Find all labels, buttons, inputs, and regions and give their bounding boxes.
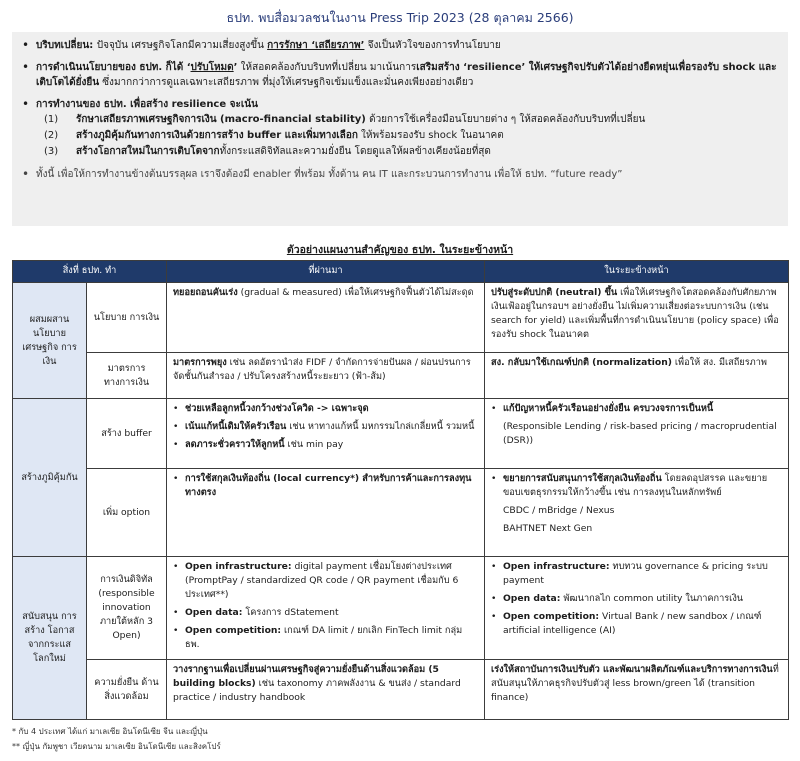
bullet-icon: • [22,38,30,52]
subcategory-cell: เพิ่ม option [87,469,167,557]
cell-text: (Responsible Lending / risk-based pricing / macroprudential (DSR)) [503,421,777,446]
column-header: สิ่งที่ ธปท. ทำ [13,261,167,283]
list-item [173,606,478,620]
cell-bold: Open competition: [503,611,600,622]
cell-text: digital payment เชื่อมโยงต่างประเทศ (PromptPay / standardized QR code / QR payment เชื่อมกับ 6 ประเทศ**) [185,561,459,600]
subitem-bold: สร้างภูมิคุ้มกันทางการเงินด้วยการสร้าง buffer และเพิ่มทางเลือก [76,130,358,141]
future-cell [485,399,789,469]
list-item [173,402,478,416]
subitem-number: (2) [44,130,59,141]
list-item [173,420,478,434]
summary-item-bold: การดำเนินนโยบายของ ธปท. ก็ได้ ‘ [36,62,191,73]
list-item [491,560,782,588]
table-row [13,283,789,353]
summary-item [22,167,778,182]
subitem-number: (1) [44,114,59,125]
table-row [13,469,789,557]
summary-item-bold: บริบทเปลี่ยน: [36,40,97,51]
summary-item [22,97,778,160]
roadmap-table [12,260,789,720]
cell-bold: เน้นแก้หนี้เดิมให้ครัวเรือน [185,421,287,432]
summary-subitem [36,128,778,144]
future-cell [485,660,789,720]
past-cell [167,399,485,469]
category-cell: สนับสนุน การสร้าง โอกาส จากกระแส โลกใหม่ [13,557,87,720]
column-header: ที่ผ่านมา [167,261,485,283]
cell-bold: ช่วยเหลือลูกหนี้วงกว้างช่วงโควิด -> เฉพาะจุด [185,403,369,414]
table-row [13,660,789,720]
subcategory-cell: นโยบาย การเงิน [87,283,167,353]
summary-subitem [36,144,778,160]
cell-bold: ขยายการสนับสนุนการใช้สกุลเงินท้องถิ่น [503,473,662,484]
bullet-icon: • [22,97,30,111]
footnote: ** ญี่ปุ่น กัมพูชา เวียดนาม มาเลเซีย อินโดนีเซีย และสิงคโปร์ [12,742,221,751]
cell-bold: ลดภาระชั่วคราวให้ลูกหนี้ [185,439,285,450]
cell-text: โครงการ dStatement [242,607,339,618]
cell-text: ทบทวน governance & pricing ระบบ payment [503,561,768,586]
cell-text: BAHTNET Next Gen [503,523,593,534]
subitem-text: ด้วยการใช้เครื่องมือนโยบายต่าง ๆ ให้สอดคล้องกับบริบทที่เปลี่ยน [365,114,646,125]
cell-text: เพื่อให้ สง. มีเสถียรภาพ [671,357,767,368]
summary-item-text: ให้สอดคล้องกับบริบทที่เปลี่ยน [237,62,370,73]
bullet-icon: • [22,60,30,74]
list-item-note [491,504,782,518]
summary-item-bold-underline: การรักษา ‘เสถียรภาพ’ [267,40,365,51]
cell-text: เช่น หาทางแก้หนี้ มหกรรมไกล่เกลี่ยหนี้ รวมหนี้ [286,421,475,432]
list-item [491,592,782,606]
past-cell [167,469,485,557]
summary-item-bold-underline: ปรับโหมด [190,62,234,73]
list-item [173,472,478,500]
summary-item-heading: การทำงานของ ธปท. เพื่อสร้าง resilience จะเน้น [36,99,258,110]
cell-bold: Open data: [185,607,243,618]
cell-bold: วางรากฐานเพื่อเปลี่ยนผ่านเศรษฐกิจสู่ความยั่งยืนด้านสิ่งแวดล้อม (5 building blocks) [173,664,439,689]
future-cell [485,283,789,353]
cell-text: เกณฑ์ DA limit / ยกเลิก FinTech limit กลุ่ม ธพ. [185,625,463,650]
summary-item-text: ทั้งนี้ เพื่อให้การทำงานข้างต้นบรรลุผล เราจึงต้องมี enabler ที่พร้อม ทั้งด้าน คน IT และกระบวนการทำงาน เพื่อให้ ธปท. “future ready” [36,169,623,180]
list-item-note [491,522,782,536]
subitem-number: (3) [44,146,59,157]
cell-bold: ปรับสู่ระดับปกติ (neutral) ขึ้น [491,287,618,298]
table-title: ตัวอย่างแผนงานสำคัญของ ธปท. ในระยะข้างหน้า [286,244,514,256]
cell-text: (gradual & measured) เพื่อให้เศรษฐกิจฟื้นตัวได้ไม่สะดุด [237,287,474,298]
cell-text: เช่น ลดอัตรานำส่ง FIDF / จำกัดการจ่ายปันผล / ผ่อนปรนการจัดชั้นกันสำรอง / ปรับโครงสร้างหนี้ระยะยาว (ฟ้า-ส้ม) [173,357,471,382]
cell-bold: Open infrastructure: [503,561,610,572]
summary-item-text: มาเน้นการ [369,62,417,73]
list-item [173,624,478,652]
subitem-bold: สร้างโอกาสใหม่ในการเติบโตจาก [76,146,220,157]
list-item [491,610,782,638]
footnote: * กับ 4 ประเทศ ได้แก่ มาเลเซีย อินโดนีเซีย จีน และญี่ปุ่น [12,727,208,736]
future-cell [485,469,789,557]
future-cell [485,353,789,399]
summary-item-text: ซึ่งมากกว่าการดูแลเฉพาะเสถียรภาพ ที่มุ่งให้เศรษฐกิจเข้มแข็งและมั่นคงเพียงอย่างเดียว [99,77,474,88]
cell-bold: Open infrastructure: [185,561,292,572]
cell-bold: Open data: [503,593,561,604]
subcategory-cell: ความยั่งยืน ด้าน สิ่งแวดล้อม [87,660,167,720]
cell-bold: ทยอยถอนคันเร่ง [173,287,238,298]
subitem-bold: รักษาเสถียรภาพเศรษฐกิจการเงิน (macro-financial stability) [76,114,366,125]
cell-text: เช่น min pay [284,439,344,450]
future-cell [485,557,789,660]
cell-text: โดยลดอุปสรรค และขยายขอบเขตธุรกรรมให้กว้างขึ้น เช่น การลงทุนในหลักทรัพย์ [503,473,768,498]
cell-bold: เร่งให้สถาบันการเงินปรับตัว และพัฒนาผลิตภัณฑ์และบริการทางการเงิน [491,664,773,675]
subcategory-cell: มาตรการ ทางการเงิน [87,353,167,399]
past-cell [167,557,485,660]
category-cell: ผสมผสาน นโยบาย เศรษฐกิจ การเงิน [13,283,87,399]
subitem-text: ให้พร้อมรองรับ shock ในอนาคต [357,130,504,141]
cell-text: เช่น taxonomy ภาคพลังงาน & ขนส่ง / standard practice / industry handbook [173,678,461,703]
column-header: ในระยะข้างหน้า [485,261,789,283]
list-item [491,402,782,416]
cell-bold: การใช้สกุลเงินท้องถิ่น (local currency*) สำหรับการค้าและการลงทุนทางตรง [185,473,472,498]
table-row [13,557,789,660]
summary-subitem [36,112,778,128]
cell-text: Virtual Bank / new sandbox / เกณฑ์ artificial intelligence (AI) [503,611,762,636]
subcategory-cell: การเงินดิจิทัล (responsible innovation ภายใต้หลัก 3 Open) [87,557,167,660]
list-item [173,438,478,452]
past-cell [167,353,485,399]
subcategory-cell: สร้าง buffer [87,399,167,469]
cell-bold: มาตรการพยุง [173,357,227,368]
page-title: ธปท. พบสื่อมวลชนในงาน Press Trip 2023 (28 ตุลาคม 2566) [226,10,574,25]
summary-item [22,60,778,90]
list-item [491,472,782,500]
table-header-row [13,261,789,283]
past-cell [167,283,485,353]
table-row [13,399,789,469]
summary-item-bold: เสริมสร้าง ‘resilience’ ให้เศรษฐกิจปรับตัวได้อย่างยืดหยุ่นเพื่อรองรับ shock และเติบโตได้ยั่งยืน [36,62,777,88]
past-cell [167,660,485,720]
bullet-icon: • [22,167,30,181]
cell-bold: แก้ปัญหาหนี้ครัวเรือนอย่างยั่งยืน ครบวงจรการเป็นหนี้ [503,403,714,414]
summary-item-text: จึงเป็นหัวใจของการทำนโยบาย [364,40,501,51]
cell-text: เพื่อให้เศรษฐกิจโตสอดคล้องกับศักยภาพ เงินเฟ้ออยู่ในกรอบฯ อย่างยั่งยืน ไม่เพิ่มความเสี่ยงต่อระบบการเงิน (เช่น search for yield) และเพิ่มพื้นที่การดำเนินนโยบาย (policy space) เพื่อรองรับ shock ในอนาคต [491,287,779,340]
list-item-note [491,420,782,448]
table-row [13,353,789,399]
category-cell: สร้างภูมิคุ้มกัน [13,399,87,557]
subitem-text: ทั้งกระแสดิจิทัลและความยั่งยืน โดยดูแลให้ผลข้างเคียงน้อยที่สุด [219,146,491,157]
cell-bold: สง. กลับมาใช้เกณฑ์ปกติ (normalization) [491,357,672,368]
summary-box [12,32,788,226]
cell-bold: Open competition: [185,625,282,636]
summary-item [22,38,778,53]
list-item [173,560,478,602]
cell-text: ที่สนับสนุนให้ภาคธุรกิจปรับตัวสู่ less brown/green ได้ (transition finance) [491,664,779,703]
cell-text: พัฒนากลไก common utility ในภาคการเงิน [560,593,744,604]
cell-text: CBDC / mBridge / Nexus [503,505,615,516]
summary-item-bold: ’ [233,62,238,73]
summary-item-text: ปัจจุบัน เศรษฐกิจโลกมีความเสี่ยงสูงขึ้น [96,40,268,51]
